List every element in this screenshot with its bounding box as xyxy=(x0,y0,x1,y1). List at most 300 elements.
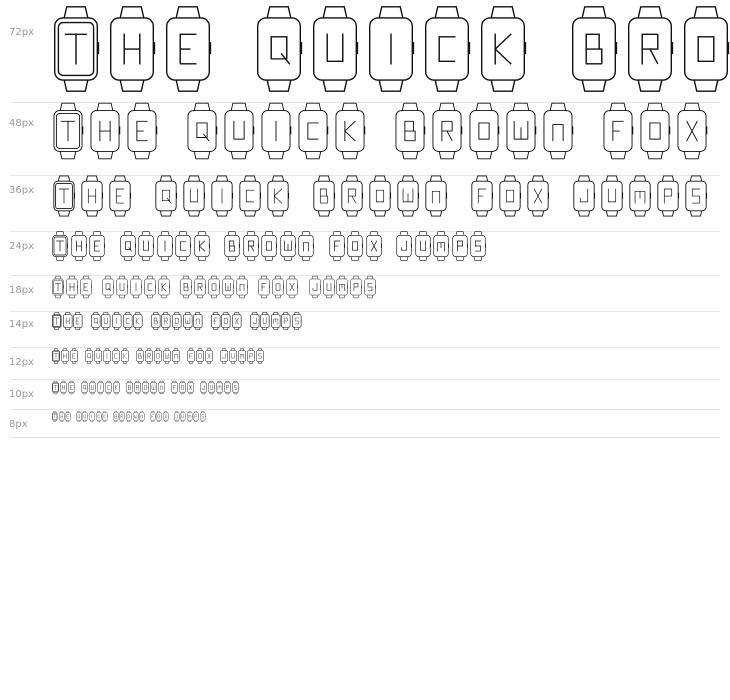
watch-glyph xyxy=(171,379,178,396)
watch-glyph-drawing xyxy=(108,175,132,217)
watch-glyph-drawing xyxy=(238,175,262,217)
watch-glyph-drawing xyxy=(134,379,141,396)
watch-glyph-drawing xyxy=(309,275,321,299)
watch-glyph-drawing xyxy=(196,347,204,365)
watch-glyph-drawing xyxy=(200,409,206,424)
watch-glyph xyxy=(134,379,141,396)
watch-glyph-drawing xyxy=(150,409,156,424)
watch-glyph-drawing xyxy=(163,347,171,365)
watch-glyph xyxy=(52,311,62,331)
watch-glyph xyxy=(52,5,100,93)
watch-glyph-drawing xyxy=(396,231,412,261)
word-space xyxy=(204,311,211,312)
word-space xyxy=(384,231,396,232)
watch-glyph xyxy=(179,379,186,396)
word-space xyxy=(317,231,329,232)
watch-glyph-drawing xyxy=(336,275,348,299)
watch-glyph xyxy=(102,275,114,299)
watch-glyph xyxy=(61,347,69,365)
watch-glyph-drawing xyxy=(71,231,87,261)
watch-glyph xyxy=(323,275,335,299)
watch-glyph xyxy=(220,347,228,365)
watch-glyph-drawing xyxy=(63,311,73,331)
sample-text xyxy=(52,379,240,398)
word-space xyxy=(371,102,394,103)
watch-glyph xyxy=(157,231,173,261)
watch-glyph xyxy=(221,311,231,331)
watch-glyph xyxy=(367,5,415,93)
watch-glyph-drawing xyxy=(193,409,199,424)
watch-glyph-drawing xyxy=(65,409,71,424)
watch-glyph xyxy=(133,409,139,424)
watch-glyph xyxy=(286,275,298,299)
watch-glyph xyxy=(340,175,364,217)
watch-glyph xyxy=(186,102,218,160)
watch-glyph xyxy=(329,231,345,261)
watch-glyph-drawing xyxy=(297,102,329,160)
sample-text xyxy=(52,231,489,261)
watch-glyph-drawing xyxy=(113,379,120,396)
watch-glyph xyxy=(232,311,242,331)
watch-glyph-drawing xyxy=(247,347,255,365)
size-label: 24px xyxy=(9,241,34,252)
watch-glyph-drawing xyxy=(76,409,82,424)
watch-glyph-drawing xyxy=(151,311,161,331)
watch-glyph xyxy=(526,175,550,217)
watch-glyph xyxy=(312,175,336,217)
watch-glyph xyxy=(108,175,132,217)
watch-glyph xyxy=(628,175,652,217)
watch-glyph xyxy=(126,379,133,396)
watch-glyph xyxy=(433,231,449,261)
size-label: 12px xyxy=(9,357,34,368)
watch-glyph-drawing xyxy=(194,231,210,261)
watch-glyph xyxy=(60,379,67,396)
watch-glyph xyxy=(366,231,382,261)
watch-glyph-drawing xyxy=(266,175,290,217)
watch-glyph-drawing xyxy=(180,275,192,299)
watch-glyph-drawing xyxy=(415,231,431,261)
watch-glyph-drawing xyxy=(261,231,277,261)
watch-glyph-drawing xyxy=(298,231,314,261)
watch-glyph-drawing xyxy=(120,231,136,261)
watch-glyph xyxy=(260,311,270,331)
watch-glyph xyxy=(150,409,156,424)
watch-glyph xyxy=(154,347,162,365)
watch-glyph-drawing xyxy=(193,311,203,331)
watch-glyph xyxy=(311,5,359,93)
watch-glyph xyxy=(347,231,363,261)
watch-glyph-drawing xyxy=(103,347,111,365)
watch-glyph xyxy=(423,5,471,93)
watch-glyph xyxy=(52,231,68,261)
watch-glyph xyxy=(364,275,376,299)
watch-glyph-drawing xyxy=(139,409,145,424)
watch-glyph-drawing xyxy=(238,347,246,365)
size-label: 18px xyxy=(9,285,34,296)
watch-glyph-drawing xyxy=(101,311,111,331)
watch-glyph xyxy=(70,347,78,365)
watch-glyph-drawing xyxy=(102,409,108,424)
watch-glyph-drawing xyxy=(232,379,239,396)
watch-glyph-drawing xyxy=(468,102,500,160)
watch-glyph xyxy=(59,409,65,424)
watch-glyph-drawing xyxy=(222,275,234,299)
watch-glyph xyxy=(182,175,206,217)
watch-glyph xyxy=(164,5,212,93)
watch-glyph xyxy=(193,409,199,424)
watch-glyph-drawing xyxy=(126,102,158,160)
watch-glyph-drawing xyxy=(150,379,157,396)
watch-glyph xyxy=(76,409,82,424)
watch-glyph xyxy=(394,102,426,160)
watch-glyph-drawing xyxy=(73,311,83,331)
watch-glyph-drawing xyxy=(255,5,303,93)
watch-glyph-drawing xyxy=(179,379,186,396)
watch-glyph-drawing xyxy=(112,347,120,365)
watch-glyph xyxy=(130,275,142,299)
watch-glyph xyxy=(102,409,108,424)
watch-glyph-drawing xyxy=(172,311,182,331)
watch-glyph xyxy=(396,231,412,261)
watch-glyph xyxy=(175,231,191,261)
watch-glyph-drawing xyxy=(97,379,104,396)
watch-glyph-drawing xyxy=(542,102,574,160)
watch-glyph-drawing xyxy=(52,347,60,365)
size-label: 72px xyxy=(9,27,34,38)
watch-glyph-drawing xyxy=(89,409,95,424)
watch-glyph-drawing xyxy=(258,275,270,299)
watch-glyph-drawing xyxy=(126,379,133,396)
watch-glyph-drawing xyxy=(175,231,191,261)
watch-glyph-drawing xyxy=(286,275,298,299)
watch-glyph xyxy=(236,275,248,299)
watch-glyph xyxy=(151,311,161,331)
watch-glyph-drawing xyxy=(224,231,240,261)
watch-glyph-drawing xyxy=(158,275,170,299)
watch-glyph xyxy=(211,311,221,331)
watch-glyph-drawing xyxy=(232,311,242,331)
watch-glyph xyxy=(243,231,259,261)
watch-glyph xyxy=(281,311,291,331)
watch-glyph xyxy=(52,275,64,299)
watch-glyph xyxy=(368,175,392,217)
watch-glyph-drawing xyxy=(676,102,708,160)
watch-glyph-drawing xyxy=(224,379,231,396)
watch-glyph-drawing xyxy=(260,311,270,331)
watch-glyph xyxy=(105,379,112,396)
watch-glyph xyxy=(91,311,101,331)
size-label: 48px xyxy=(9,118,34,129)
word-space xyxy=(294,175,312,176)
watch-glyph xyxy=(676,102,708,160)
watch-glyph-drawing xyxy=(292,311,302,331)
watch-glyph xyxy=(222,275,234,299)
watch-glyph xyxy=(415,231,431,261)
watch-glyph xyxy=(187,347,195,365)
watch-glyph-drawing xyxy=(156,409,162,424)
word-space xyxy=(108,231,120,232)
sample-row xyxy=(0,231,730,275)
watch-glyph-drawing xyxy=(163,409,169,424)
watch-glyph-drawing xyxy=(183,311,193,331)
sample-text xyxy=(52,175,712,217)
word-space xyxy=(136,175,154,176)
watch-glyph xyxy=(452,231,468,261)
watch-glyph xyxy=(224,231,240,261)
watch-glyph xyxy=(89,409,95,424)
watch-glyph-drawing xyxy=(68,379,75,396)
watch-glyph-drawing xyxy=(121,347,129,365)
watch-glyph xyxy=(271,311,281,331)
watch-glyph xyxy=(261,231,277,261)
watch-glyph-drawing xyxy=(682,5,730,93)
watch-glyph-drawing xyxy=(334,102,366,160)
word-space xyxy=(220,5,255,6)
watch-glyph-drawing xyxy=(329,231,345,261)
word-space xyxy=(243,311,250,312)
word-space xyxy=(212,231,224,232)
watch-glyph-drawing xyxy=(89,102,121,160)
watch-glyph xyxy=(656,175,680,217)
watch-glyph xyxy=(260,102,292,160)
watch-glyph-drawing xyxy=(600,175,624,217)
watch-glyph-drawing xyxy=(423,5,471,93)
watch-glyph-drawing xyxy=(311,5,359,93)
watch-glyph xyxy=(158,379,165,396)
watch-glyph xyxy=(119,409,125,424)
watch-glyph-drawing xyxy=(684,175,708,217)
watch-glyph-drawing xyxy=(479,5,527,93)
word-space xyxy=(452,175,470,176)
sample-row xyxy=(0,175,730,231)
watch-glyph xyxy=(52,102,84,160)
size-label: 14px xyxy=(9,319,34,330)
watch-glyph-drawing xyxy=(221,311,231,331)
watch-glyph xyxy=(158,275,170,299)
watch-glyph xyxy=(238,175,262,217)
watch-glyph xyxy=(52,409,58,424)
watch-glyph xyxy=(626,5,674,93)
size-label: 36px xyxy=(9,185,34,196)
watch-glyph-drawing xyxy=(105,379,112,396)
watch-glyph-drawing xyxy=(431,102,463,160)
watch-glyph-drawing xyxy=(628,175,652,217)
sample-row xyxy=(0,311,730,347)
watch-glyph xyxy=(223,102,255,160)
watch-glyph-drawing xyxy=(158,379,165,396)
watch-glyph xyxy=(85,347,93,365)
watch-glyph-drawing xyxy=(142,379,149,396)
watch-glyph xyxy=(89,231,105,261)
watch-glyph xyxy=(255,5,303,93)
watch-glyph-drawing xyxy=(94,347,102,365)
watch-glyph xyxy=(208,379,215,396)
watch-glyph-drawing xyxy=(52,311,62,331)
watch-glyph-drawing xyxy=(172,347,180,365)
watch-glyph xyxy=(208,275,220,299)
watch-glyph xyxy=(682,5,730,93)
watch-glyph-drawing xyxy=(498,175,522,217)
watch-glyph xyxy=(68,379,75,396)
watch-glyph-drawing xyxy=(229,347,237,365)
watch-glyph-drawing xyxy=(130,275,142,299)
watch-glyph xyxy=(101,311,111,331)
watch-glyph-drawing xyxy=(272,275,284,299)
watch-glyph-drawing xyxy=(108,5,156,93)
watch-glyph xyxy=(542,102,574,160)
watch-glyph xyxy=(112,311,122,331)
sample-row xyxy=(0,275,730,311)
watch-glyph xyxy=(238,347,246,365)
watch-glyph-drawing xyxy=(396,175,420,217)
watch-glyph-drawing xyxy=(250,311,260,331)
watch-glyph xyxy=(161,311,171,331)
word-space xyxy=(535,5,570,6)
sample-text xyxy=(52,102,730,160)
sample-text xyxy=(52,347,265,366)
sample-text xyxy=(52,5,730,93)
watch-glyph xyxy=(196,347,204,365)
watch-glyph xyxy=(229,347,237,365)
watch-glyph xyxy=(142,379,149,396)
watch-glyph-drawing xyxy=(187,347,195,365)
watch-glyph xyxy=(194,231,210,261)
watch-glyph xyxy=(256,347,264,365)
watch-glyph-drawing xyxy=(186,102,218,160)
watch-glyph-drawing xyxy=(112,311,122,331)
watch-glyph xyxy=(113,409,119,424)
watch-glyph xyxy=(81,379,88,396)
watch-glyph-drawing xyxy=(126,409,132,424)
watch-glyph-drawing xyxy=(119,409,125,424)
word-space xyxy=(84,311,91,312)
watch-glyph-drawing xyxy=(157,231,173,261)
watch-glyph-drawing xyxy=(452,231,468,261)
sample-row xyxy=(0,5,730,102)
watch-glyph-drawing xyxy=(350,275,362,299)
watch-glyph xyxy=(216,379,223,396)
watch-glyph xyxy=(232,379,239,396)
watch-glyph xyxy=(154,175,178,217)
watch-glyph-drawing xyxy=(123,311,133,331)
watch-glyph-drawing xyxy=(96,409,102,424)
watch-glyph-drawing xyxy=(187,379,194,396)
watch-glyph xyxy=(108,5,156,93)
watch-glyph-drawing xyxy=(102,275,114,299)
watch-glyph-drawing xyxy=(52,102,84,160)
watch-glyph xyxy=(570,5,618,93)
watch-glyph-drawing xyxy=(223,102,255,160)
watch-glyph-drawing xyxy=(367,5,415,93)
watch-glyph xyxy=(180,409,186,424)
row-divider xyxy=(10,437,720,438)
watch-glyph xyxy=(280,231,296,261)
watch-glyph xyxy=(396,175,420,217)
watch-glyph-drawing xyxy=(626,5,674,93)
watch-glyph xyxy=(80,175,104,217)
watch-glyph-drawing xyxy=(61,347,69,365)
sample-row xyxy=(0,347,730,379)
watch-glyph-drawing xyxy=(133,409,139,424)
word-space xyxy=(249,275,258,276)
watch-glyph xyxy=(89,379,96,396)
watch-glyph-drawing xyxy=(164,5,212,93)
watch-glyph-drawing xyxy=(52,409,58,424)
watch-glyph-drawing xyxy=(144,275,156,299)
watch-glyph xyxy=(200,409,206,424)
watch-glyph xyxy=(163,347,171,365)
watch-glyph xyxy=(470,175,494,217)
watch-glyph-drawing xyxy=(194,275,206,299)
watch-glyph xyxy=(309,275,321,299)
watch-glyph xyxy=(297,102,329,160)
sample-row xyxy=(0,409,730,437)
watch-glyph xyxy=(123,311,133,331)
watch-glyph-drawing xyxy=(220,347,228,365)
watch-glyph xyxy=(298,231,314,261)
watch-glyph xyxy=(103,347,111,365)
watch-glyph xyxy=(205,347,213,365)
watch-glyph xyxy=(272,275,284,299)
watch-glyph-drawing xyxy=(116,275,128,299)
size-label: 8px xyxy=(9,419,28,430)
watch-glyph-drawing xyxy=(80,275,92,299)
watch-glyph-drawing xyxy=(200,379,207,396)
watch-glyph xyxy=(145,347,153,365)
watch-glyph-drawing xyxy=(364,275,376,299)
watch-glyph xyxy=(180,275,192,299)
watch-glyph-drawing xyxy=(154,175,178,217)
watch-glyph-drawing xyxy=(570,5,618,93)
watch-glyph xyxy=(224,379,231,396)
watch-glyph-drawing xyxy=(639,102,671,160)
watch-glyph-drawing xyxy=(340,175,364,217)
watch-glyph xyxy=(174,409,180,424)
watch-glyph-drawing xyxy=(182,175,206,217)
watch-glyph xyxy=(602,102,634,160)
watch-glyph xyxy=(470,231,486,261)
watch-glyph xyxy=(73,311,83,331)
word-space xyxy=(554,175,572,176)
watch-glyph-drawing xyxy=(572,175,596,217)
watch-glyph-drawing xyxy=(89,379,96,396)
watch-glyph-drawing xyxy=(424,175,448,217)
watch-glyph-drawing xyxy=(260,102,292,160)
watch-glyph-drawing xyxy=(347,231,363,261)
watch-glyph-drawing xyxy=(81,379,88,396)
watch-glyph xyxy=(63,311,73,331)
watch-glyph-drawing xyxy=(205,347,213,365)
watch-glyph-drawing xyxy=(281,311,291,331)
word-space xyxy=(144,311,151,312)
watch-glyph xyxy=(258,275,270,299)
watch-glyph-drawing xyxy=(52,5,100,93)
watch-glyph-drawing xyxy=(256,347,264,365)
watch-glyph xyxy=(150,379,157,396)
watch-glyph-drawing xyxy=(136,347,144,365)
watch-glyph xyxy=(247,347,255,365)
watch-glyph-drawing xyxy=(216,379,223,396)
watch-glyph-drawing xyxy=(91,311,101,331)
watch-glyph-drawing xyxy=(211,311,221,331)
watch-glyph xyxy=(96,409,102,424)
watch-glyph-drawing xyxy=(82,409,88,424)
watch-glyph-drawing xyxy=(161,311,171,331)
watch-glyph xyxy=(133,311,143,331)
word-space xyxy=(171,275,180,276)
watch-glyph xyxy=(126,102,158,160)
